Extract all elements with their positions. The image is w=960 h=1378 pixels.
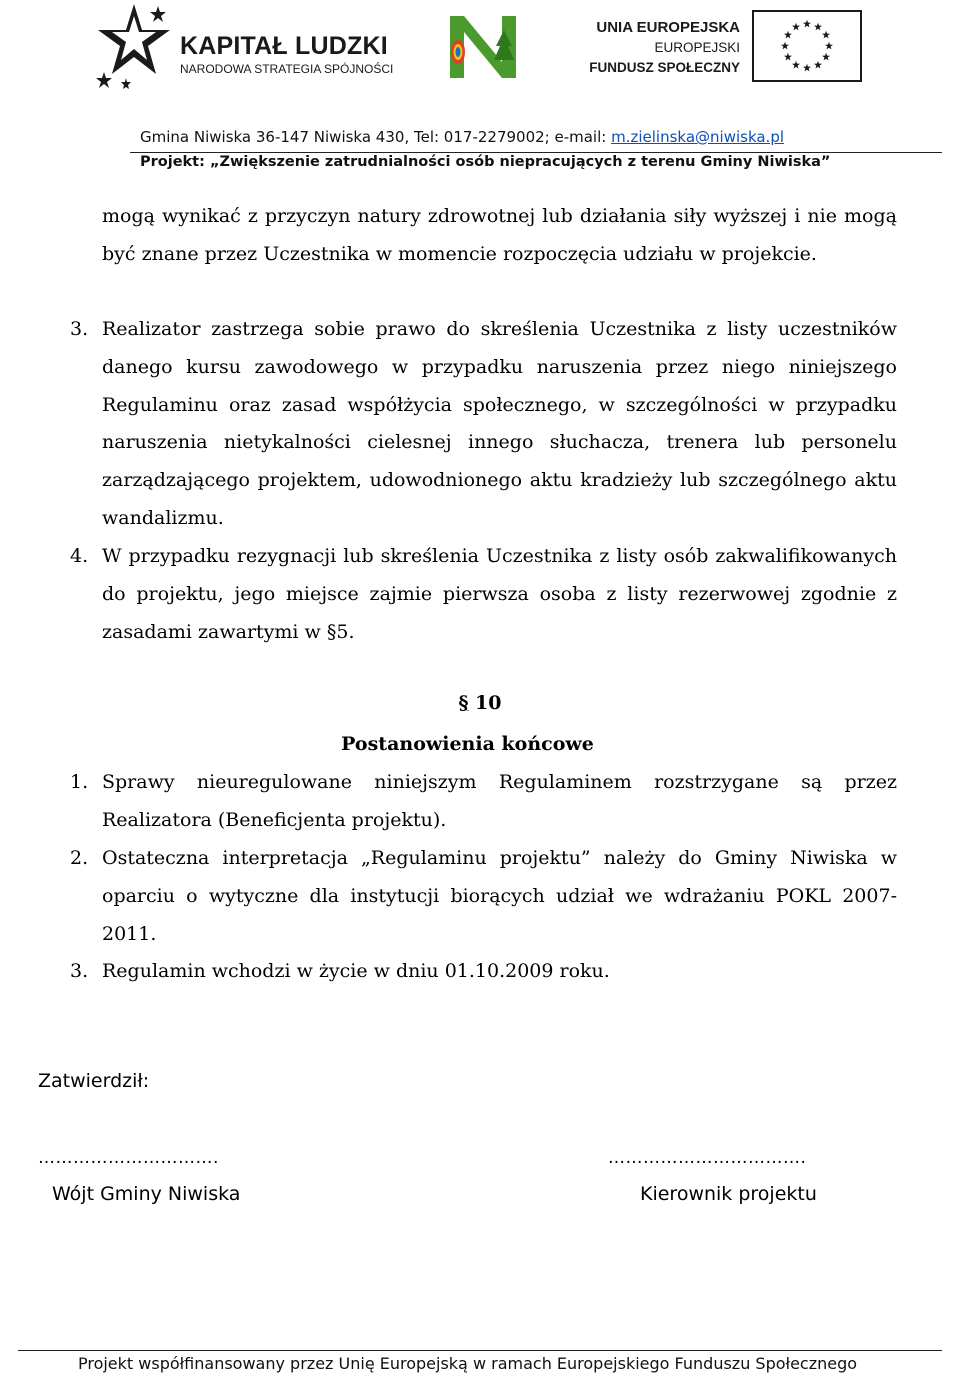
continuation-paragraph: mogą wynikać z przyczyn natury zdrowotnej lub działania siły wyższej i nie mogą być znane przez Uczestnika w momencie rozpoczęcia udziału w projekcie. bbox=[102, 205, 897, 265]
kapital-ludzki-logo bbox=[96, 2, 396, 94]
list-item-number: 3. bbox=[70, 318, 89, 340]
list-item-number: 1. bbox=[70, 771, 89, 793]
kapital-ludzki-subtitle: NARODOWA STRATEGIA SPÓJNOŚCI bbox=[180, 62, 394, 76]
footer-divider bbox=[18, 1350, 942, 1351]
eu-line-2: EUROPEJSKI bbox=[654, 40, 740, 55]
header-divider bbox=[130, 152, 942, 153]
eu-stars-flag-icon bbox=[752, 10, 862, 82]
eu-line-3: FUNDUSZ SPOŁECZNY bbox=[589, 60, 740, 75]
list-item-text: Sprawy nieuregulowane niniejszym Regulaminem rozstrzygane są przez Realizatora (Beneficjenta projektu). bbox=[102, 771, 897, 831]
list-item-number: 2. bbox=[70, 847, 89, 869]
list-item bbox=[70, 840, 897, 953]
signature-line-right: ……………………………. bbox=[608, 1148, 807, 1168]
n-letter-logo-icon bbox=[446, 12, 520, 82]
section-sign: § bbox=[458, 692, 469, 714]
list-item bbox=[70, 538, 897, 651]
project-title: Projekt: „Zwiększenie zatrudnialności osób niepracujących z terenu Gminy Niwiska” bbox=[140, 154, 831, 170]
list-item-text: W przypadku rezygnacji lub skreślenia Uczestnika z listy osób zakwalifikowanych do projektu, jego miejsce zajmie pierwsza osoba z listy rezerwowej zgodnie z zasadami zawartymi w §5. bbox=[102, 545, 897, 643]
list-item bbox=[70, 311, 897, 538]
signatory-mayor: Wójt Gminy Niwiska bbox=[52, 1183, 241, 1205]
list-item-text: Realizator zastrzega sobie prawo do skreślenia Uczestnika z listy uczestników danego kursu zawodowego w przypadku naruszenia przez niego niniejszego Regulaminu oraz zasad współżycia społecznego, w szczególności w przypadku naruszenia nietykalności cielesnej innego słuchacza, trenera lub personelu zarządzającego projektem, udowodnionego aktu kradzieży lub szczególnego aktu wandalizmu. bbox=[102, 318, 897, 529]
list-item-number: 4. bbox=[70, 545, 89, 567]
list-item-text: Ostateczna interpretacja „Regulaminu projektu” należy do Gminy Niwiska w oparciu o wytyczne dla instytucji biorących udział we wdrażaniu POKL 2007-2011. bbox=[102, 847, 897, 945]
section-title: Postanowienia końcowe bbox=[341, 733, 594, 755]
region-n-logo bbox=[446, 12, 520, 82]
footer-text: Projekt współfinansowany przez Unię Europejską w ramach Europejskiego Funduszu Społecznego bbox=[77, 1354, 858, 1373]
eu-flag-logo bbox=[752, 10, 862, 82]
kapital-ludzki-title: KAPITAŁ LUDZKI bbox=[180, 32, 388, 60]
contact-address: Gmina Niwiska 36-147 Niwiska 430, Tel: 017-2279002; e-mail: bbox=[140, 128, 612, 146]
signature-line-left: …………………………. bbox=[38, 1148, 219, 1168]
list-item-number: 3. bbox=[70, 960, 89, 982]
signatory-project-manager: Kierownik projektu bbox=[640, 1183, 817, 1205]
list-item-text: Regulamin wchodzi w życie w dniu 01.10.2009 roku. bbox=[102, 960, 610, 982]
eu-line-1: UNIA EUROPEJSKA bbox=[596, 19, 740, 36]
section-number bbox=[0, 692, 960, 714]
section-number-value: 10 bbox=[468, 692, 502, 714]
approved-label: Zatwierdził: bbox=[38, 1070, 150, 1092]
list-item bbox=[70, 953, 897, 991]
contact-email-link[interactable]: m.zielinska@niwiska.pl bbox=[611, 128, 785, 146]
list-item bbox=[70, 764, 897, 840]
kapital-ludzki-star-icon bbox=[96, 2, 176, 94]
contact-line bbox=[140, 128, 784, 146]
eu-logo-text bbox=[586, 18, 740, 78]
